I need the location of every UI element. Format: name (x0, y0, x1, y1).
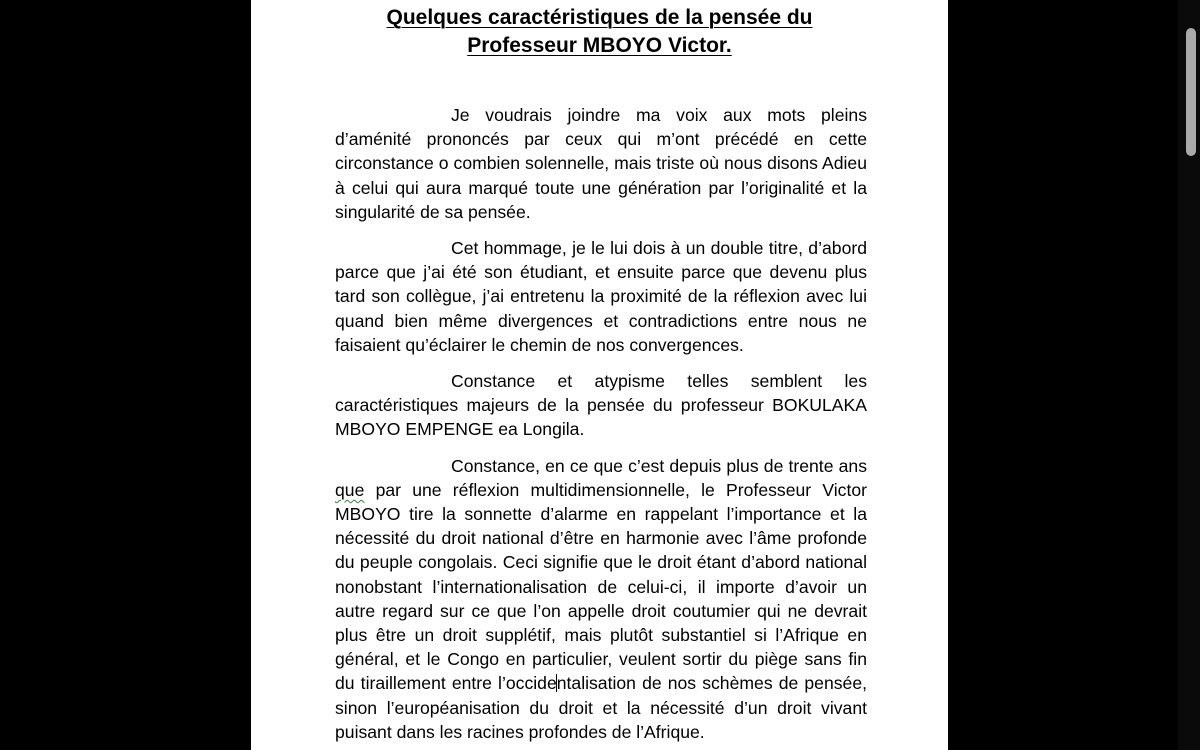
paragraph-4 (335, 454, 867, 744)
scrollbar-thumb[interactable] (1186, 28, 1196, 156)
document-body[interactable] (335, 103, 867, 750)
paragraph-4-middle: par une réflexion multidimensionnelle, le Professeur Victor MBOYO tire la sonnette d’alarme en rappelant l’importance et la nécessité du droit national d’être en harmonie avec l’âme profonde du peuple congolais. Ceci signifie que le droit étant d’abord national nonobstant l’internationalisation de celui-ci, il importe d’avoir un autre regard sur ce que l’on appelle droit coutumier qui ne devrait plus être un droit supplétif, mais plutôt substantiel si l’Afrique en général, et le Congo en particulier, veulent sortir du piège sans fin du tiraillement entre l’occide (335, 479, 867, 694)
paragraph-3: Constance et atypisme telles semblent les caractéristiques majeurs de la pensée du professeur BOKULAKA MBOYO EMPENGE ea Longila. (335, 371, 867, 440)
paragraph-4-start: Constance, en ce que c’est depuis plus de trente ans (451, 455, 867, 476)
title-line-1: Quelques caractéristiques de la pensée du (386, 6, 813, 29)
document-page[interactable] (251, 0, 948, 750)
title-line-2: Professeur MBOYO Victor. (467, 34, 732, 57)
paragraph-4-end: ntalisation de nos schèmes de pensée, sinon l’européanisation du droit et la nécessité d’un droit vivant puisant dans les racines profondes de l’Afrique. (335, 673, 867, 742)
paragraph-1: Je voudrais joindre ma voix aux mots pleins d’aménité prononcés par ceux qui m’ont précédé en cette circonstance o combien solennelle, mais triste où nous disons Adieu à celui qui aura marqué toute une génération par l’originalité et la singularité de sa pensée. (335, 105, 867, 222)
paragraph-2: Cet hommage, je le lui dois à un double titre, d’abord parce que j’ai été son étudiant, et ensuite parce que devenu plus tard son collègue, j’ai entretenu la proximité de la réflexion avec lui quand bien même divergences et contradictions entre nous ne faisaient qu’éclairer le chemin de nos convergences. (335, 238, 867, 355)
page-title (251, 4, 948, 60)
vertical-scrollbar[interactable] (1178, 0, 1200, 750)
grammar-flagged-word[interactable]: que (335, 479, 365, 500)
